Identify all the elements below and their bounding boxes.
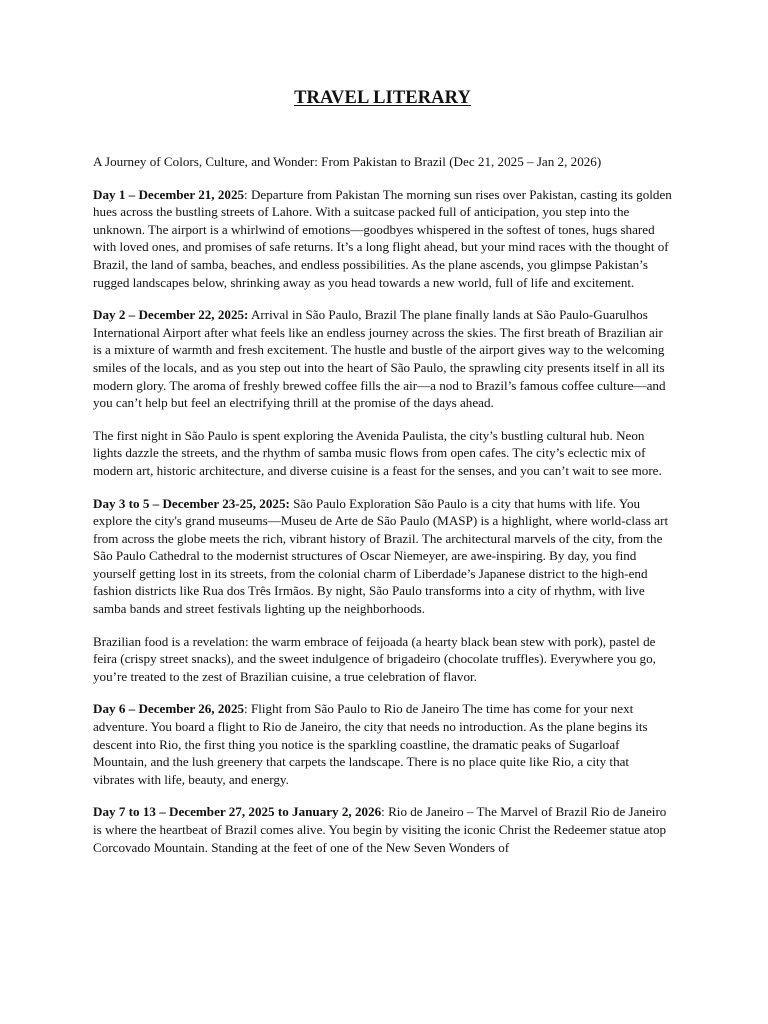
paragraph-text: The first night in São Paulo is spent exploring the Avenida Paulista, the city’s bustling cultural hub. Neon lights dazzle the streets, and the rhythm of samba music flows from open cafes. The city’s eclectic mix of modern art, historic architecture, and diverse cuisine is a feast for the senses, and you can’t wait to see more.	[93, 427, 662, 478]
paragraph-text: : Flight from São Paulo to Rio de Janeiro The time has come for your next adventure. You board a flight to Rio de Janeiro, the city that needs no introduction. As the plane begins its descent into Rio, the first thing you notice is the sparkling coastline, the dramatic peaks of Sugarloaf Mountain, and the lush greenery that carpets the landscape. There is no place quite like Rio, a city that vibrates with life, beauty, and energy.	[93, 701, 648, 787]
paragraph-day-2	[93, 306, 672, 412]
paragraph-text: : Rio de Janeiro – The Marvel of Brazil Rio de Janeiro is where the heartbeat of Brazil comes alive. You begin by visiting the iconic Christ the Redeemer statue atop Corcovado Mountain. Standing at the feet of one of the New Seven Wonders of	[93, 804, 667, 855]
day-heading: Day 1 – December 21, 2025	[93, 186, 245, 202]
paragraph-day-6	[93, 700, 672, 788]
paragraph-text: São Paulo Exploration São Paulo is a city that hums with life. You explore the city's grand museums—Museu de Arte de São Paulo (MASP) is a highlight, where world-class art from across the globe meets the rich, vibrant history of Brazil. The architectural marvels of the city, from the São Paulo Cathedral to the modernist structures of Oscar Niemeyer, are awe-inspiring. By day, you find yourself getting lost in its streets, from the colonial charm of Liberdade’s Japanese district to the high-end fashion districts like Rua dos Três Irmãos. By night, São Paulo transforms into a city of rhythm, with live samba bands and street festivals lighting up the neighborhoods.	[93, 495, 669, 617]
day-heading: Day 3 to 5 – December 23-25, 2025:	[93, 495, 290, 511]
day-heading: Day 6 – December 26, 2025	[93, 701, 245, 717]
paragraph-first-night	[93, 427, 672, 480]
paragraph-day-7-to-13	[93, 803, 672, 856]
paragraph-text: Arrival in São Paulo, Brazil The plane finally lands at São Paulo-Guarulhos International Airport after what feels like an endless journey across the skies. The first breath of Brazilian air is a mixture of warmth and fresh excitement. The hustle and bustle of the airport gives way to the welcoming smiles of the locals, and as you step out into the heart of São Paulo, the sprawling city presents itself in all its modern glory. The aroma of freshly brewed coffee fills the air—a nod to Brazil’s famous coffee culture—and you can’t help but feel an electrifying thrill at the promise of the days ahead.	[93, 307, 666, 411]
day-heading: Day 7 to 13 – December 27, 2025 to January 2, 2026	[93, 804, 382, 820]
paragraph-brazilian-food	[93, 633, 672, 686]
day-heading: Day 2 – December 22, 2025:	[93, 307, 249, 323]
document-subtitle: A Journey of Colors, Culture, and Wonder: From Pakistan to Brazil (Dec 21, 2025 – Jan 2, 2026)	[93, 154, 602, 169]
paragraph-text: Brazilian food is a revelation: the warm embrace of feijoada (a hearty black bean stew with pork), pastel de feira (crispy street snacks), and the sweet indulgence of brigadeiro (chocolate truffles). Everywhere you go, you’re treated to the zest of Brazilian cuisine, a true celebration of flavor.	[93, 633, 656, 684]
paragraph-text: : Departure from Pakistan The morning sun rises over Pakistan, casting its golden hues across the bustling streets of Lahore. With a suitcase packed full of anticipation, you step into the unknown. The airport is a whirlwind of emotions—goodbyes whispered in the softest of tones, hugs shared with loved ones, and promises of safe returns. It’s a long flight ahead, but your mind races with the thought of Brazil, the land of samba, beaches, and endless possibilities. As the plane ascends, you glimpse Pakistan’s rugged landscapes below, shrinking away as you head towards a new world, full of life and excitement.	[93, 186, 672, 290]
paragraph-day-1	[93, 186, 672, 292]
document-title: TRAVEL LITERARY	[294, 88, 471, 108]
paragraph-day-3-to-5	[93, 495, 672, 618]
